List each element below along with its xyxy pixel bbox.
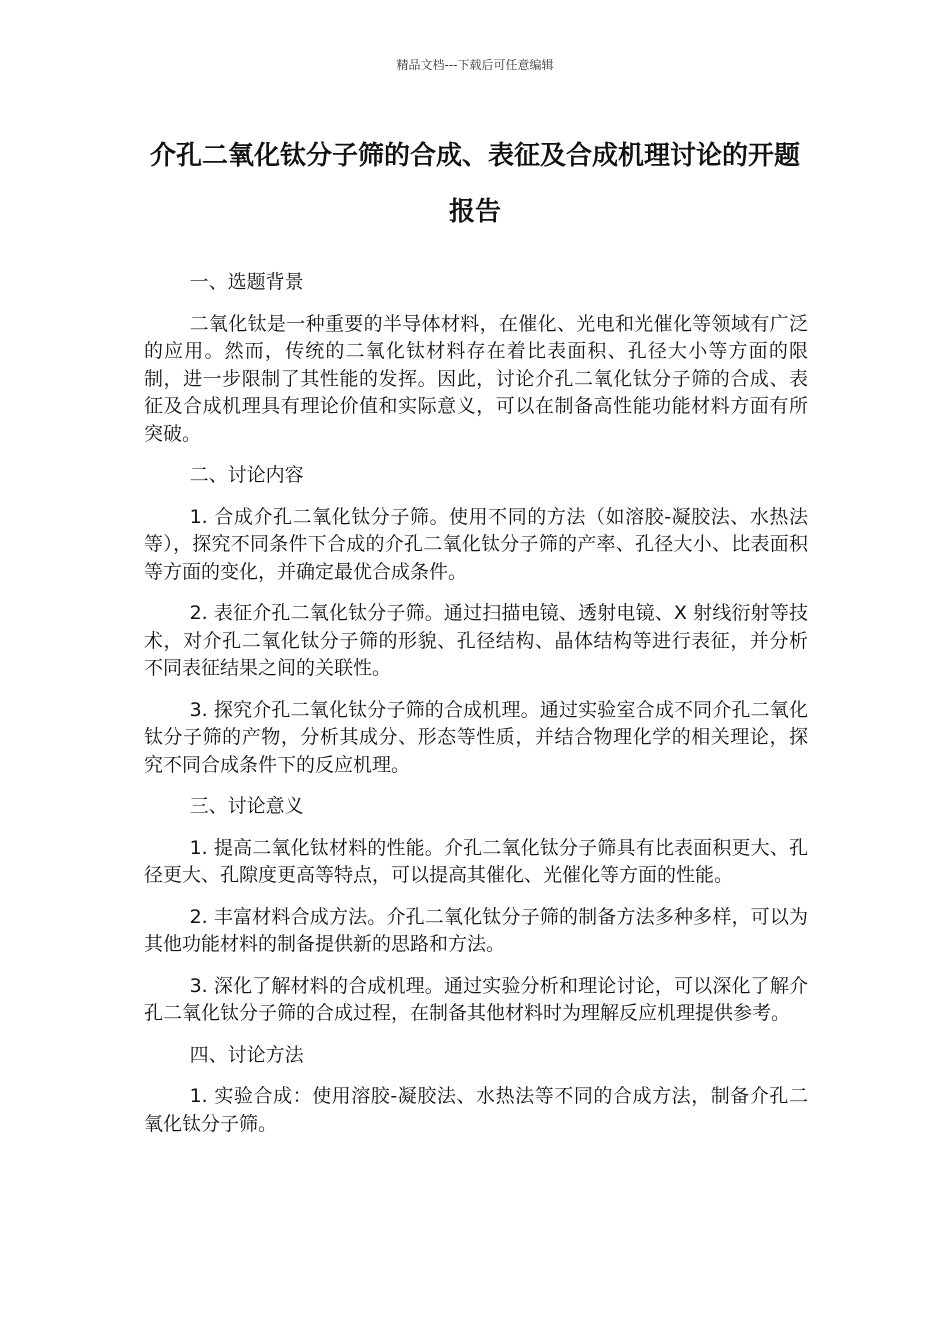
section-content bbox=[144, 462, 808, 779]
section-methods bbox=[144, 1042, 808, 1139]
section-heading: 四、讨论方法 bbox=[189, 1043, 304, 1066]
paragraph: 1. 提高二氧化钛材料的性能。介孔二氧化钛分子筛具有比表面积更大、孔径更大、孔隙度更高等特点，可以提高其催化、光催化等方面的性能。 bbox=[144, 836, 808, 886]
paragraph: 二氧化钛是一种重要的半导体材料，在催化、光电和光催化等领域有广泛的应用。然而，传统的二氧化钛材料存在着比表面积、孔径大小等方面的限制，进一步限制了其性能的发挥。因此，讨论介孔二氧化钛分子筛的合成、表征及合成机理具有理论价值和实际意义，可以在制备高性能功能材料方面有所突破。 bbox=[144, 312, 808, 445]
section-background bbox=[144, 269, 808, 448]
paragraph: 2. 丰富材料合成方法。介孔二氧化钛分子筛的制备方法多种多样，可以为其他功能材料的制备提供新的思路和方法。 bbox=[144, 905, 808, 955]
section-heading: 二、讨论内容 bbox=[189, 464, 304, 486]
section-heading: 一、选题背景 bbox=[189, 271, 304, 293]
paragraph: 2. 表征介孔二氧化钛分子筛。通过扫描电镜、透射电镜、X 射线衍射等技术，对介孔二氧化钛分子筛的形貌、孔径结构、晶体结构等进行表征，并分析不同表征结果之间的关联性。 bbox=[144, 602, 808, 679]
header-note: 精品文档---下载后可任意编辑 bbox=[396, 58, 554, 72]
paragraph: 1. 实验合成：使用溶胶-凝胶法、水热法等不同的合成方法，制备介孔二氧化钛分子筛。 bbox=[144, 1085, 808, 1135]
paragraph: 1. 合成介孔二氧化钛分子筛。使用不同的方法（如溶胶-凝胶法、水热法等），探究不同条件下合成的介孔二氧化钛分子筛的产率、孔径大小、比表面积等方面的变化，并确定最优合成条件。 bbox=[144, 505, 808, 583]
section-significance bbox=[144, 793, 808, 1028]
document-title: 介孔二氧化钛分子筛的合成、表征及合成机理讨论的开题报告 bbox=[149, 141, 800, 227]
paragraph: 3. 深化了解材料的合成机理。通过实验分析和理论讨论，可以深化了解介孔二氧化钛分子筛的合成过程，在制备其他材料时为理解反应机理提供参考。 bbox=[144, 974, 808, 1024]
document-body bbox=[144, 269, 808, 1152]
paragraph: 3. 探究介孔二氧化钛分子筛的合成机理。通过实验室合成不同介孔二氧化钛分子筛的产物，分析其成分、形态等性质，并结合物理化学的相关理论，探究不同合成条件下的反应机理。 bbox=[144, 698, 808, 776]
section-heading: 三、讨论意义 bbox=[189, 795, 304, 817]
